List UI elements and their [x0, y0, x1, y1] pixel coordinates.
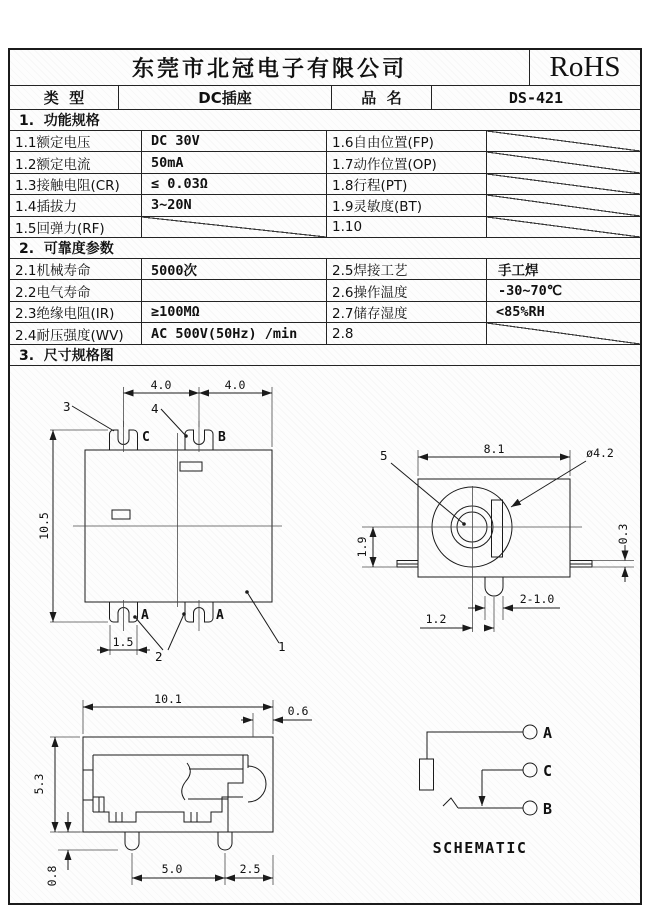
ref-5: 5: [380, 447, 388, 463]
spec-label: 1.4插拔力: [10, 195, 142, 215]
reliability-row: [10, 302, 640, 324]
spec-label: 1.3接触电阻(CR): [10, 174, 142, 194]
dim-end-pitch: 2.5: [239, 861, 261, 876]
ref-3: 3: [63, 398, 71, 414]
spec-value-na: [487, 174, 640, 194]
section1-title: 1. 功能规格: [10, 110, 640, 131]
spec-value: 50mA: [142, 152, 327, 172]
spec-value: ≥100MΩ: [142, 302, 327, 323]
spec-value-na: [487, 323, 640, 344]
dim-pin-offset: 1.2: [425, 611, 447, 626]
product-header-row: [10, 86, 640, 110]
section3-title: 3. 尺寸规格图: [10, 345, 640, 366]
pin-label-a2: A: [216, 607, 224, 623]
dim-body-length: 10.1: [154, 691, 182, 706]
drawings-svg: [10, 366, 640, 903]
spec-value: <85%RH: [496, 304, 545, 321]
spec-label: 1.5回弹力(RF): [10, 217, 142, 237]
spec-value: AC 500V(50Hz) /min: [142, 323, 327, 344]
spec-value-na: [142, 217, 327, 237]
dim-diameter: ø4.2: [586, 445, 614, 460]
dim-pin-length: 0.8: [45, 865, 59, 887]
spec-label: 2.2电气寿命: [10, 280, 142, 301]
spec-value: 手工焊: [498, 263, 539, 280]
spec-value: DC 30V: [142, 131, 327, 151]
spec-label: 1.2额定电流: [10, 152, 142, 172]
terminal-a: A: [543, 723, 553, 742]
spec-row: [10, 152, 640, 173]
spec-label: 1.1额定电压: [10, 131, 142, 151]
dimension-drawings: [10, 366, 640, 903]
dim-pin-thickness: 0.3: [616, 523, 630, 545]
spec-row: [10, 217, 640, 238]
reliability-row: [10, 323, 640, 345]
spec-label: 1.6自由位置(FP): [327, 131, 487, 151]
product-name-label: 品 名: [332, 86, 432, 109]
dim-wall: 0.6: [287, 703, 309, 718]
reliability-row: [10, 259, 640, 281]
terminal-b: B: [543, 799, 553, 818]
pin-label-a1: A: [141, 607, 149, 623]
spec-label: 1.10: [327, 217, 487, 237]
spec-value-na: [487, 131, 640, 151]
dim-pitch2: 4.0: [224, 377, 246, 392]
spec-row: [10, 131, 640, 152]
spec-value-na: [487, 195, 640, 215]
spec-label: 2.1机械寿命: [10, 259, 142, 280]
spec-value: ≤ 0.03Ω: [142, 174, 327, 194]
spec-value-na: [487, 152, 640, 172]
spec-label: 2.7储存湿度: [327, 302, 487, 323]
side-view-drawing: [32, 692, 312, 886]
ref-2: 2: [155, 648, 163, 664]
spec-label: 2.8: [327, 323, 487, 344]
spec-label: 2.6操作温度: [327, 280, 487, 301]
reliability-row: [10, 280, 640, 302]
dim-bottom-pins: 2-1.0: [519, 591, 555, 606]
spec-label: 1.8行程(PT): [327, 174, 487, 194]
schematic-title: SCHEMATIC: [432, 838, 528, 857]
section2-title: 2. 可靠度参数: [10, 238, 640, 259]
top-view-drawing: [37, 378, 286, 664]
front-view-drawing: [355, 442, 634, 632]
spec-sheet: [8, 48, 642, 905]
type-value: DC插座: [119, 86, 332, 109]
spec-value: [142, 280, 327, 301]
dim-height: 10.5: [37, 512, 51, 540]
pin-label-b: B: [218, 429, 226, 445]
dim-body-width: 8.1: [483, 441, 505, 456]
spec-row: [10, 195, 640, 216]
title-row: [10, 50, 640, 86]
spec-value: -30~70℃: [498, 282, 562, 299]
company-name: 东莞市北冠电子有限公司: [10, 50, 530, 85]
product-name-value: DS-421: [508, 88, 564, 107]
spec-value-na: [487, 217, 640, 237]
spec-value: 5000次: [142, 259, 327, 280]
dim-pin-pitch: 5.0: [161, 861, 183, 876]
spec-label: 2.5焊接工艺: [327, 259, 487, 280]
pin-label-c: C: [142, 429, 150, 445]
spec-row: [10, 174, 640, 195]
rohs-mark: RoHS: [549, 51, 621, 83]
ref-1: 1: [278, 638, 286, 654]
spec-label: 2.3绝缘电阻(IR): [10, 302, 142, 323]
type-label: 类 型: [10, 86, 119, 109]
spec-label: 1.9灵敏度(BT): [327, 195, 487, 215]
dim-pitch1: 4.0: [150, 377, 172, 392]
dim-pin-center: 1.9: [355, 536, 369, 558]
dim-body-height: 5.3: [32, 773, 46, 795]
terminal-c: C: [543, 761, 553, 780]
spec-label: 1.7动作位置(OP): [327, 152, 487, 172]
spec-value: 3~20N: [142, 195, 327, 215]
ref-4: 4: [151, 400, 159, 416]
spec-label: 2.4耐压强度(WV): [10, 323, 142, 344]
schematic-drawing: [420, 724, 553, 857]
dim-pin-width: 1.5: [112, 634, 134, 649]
